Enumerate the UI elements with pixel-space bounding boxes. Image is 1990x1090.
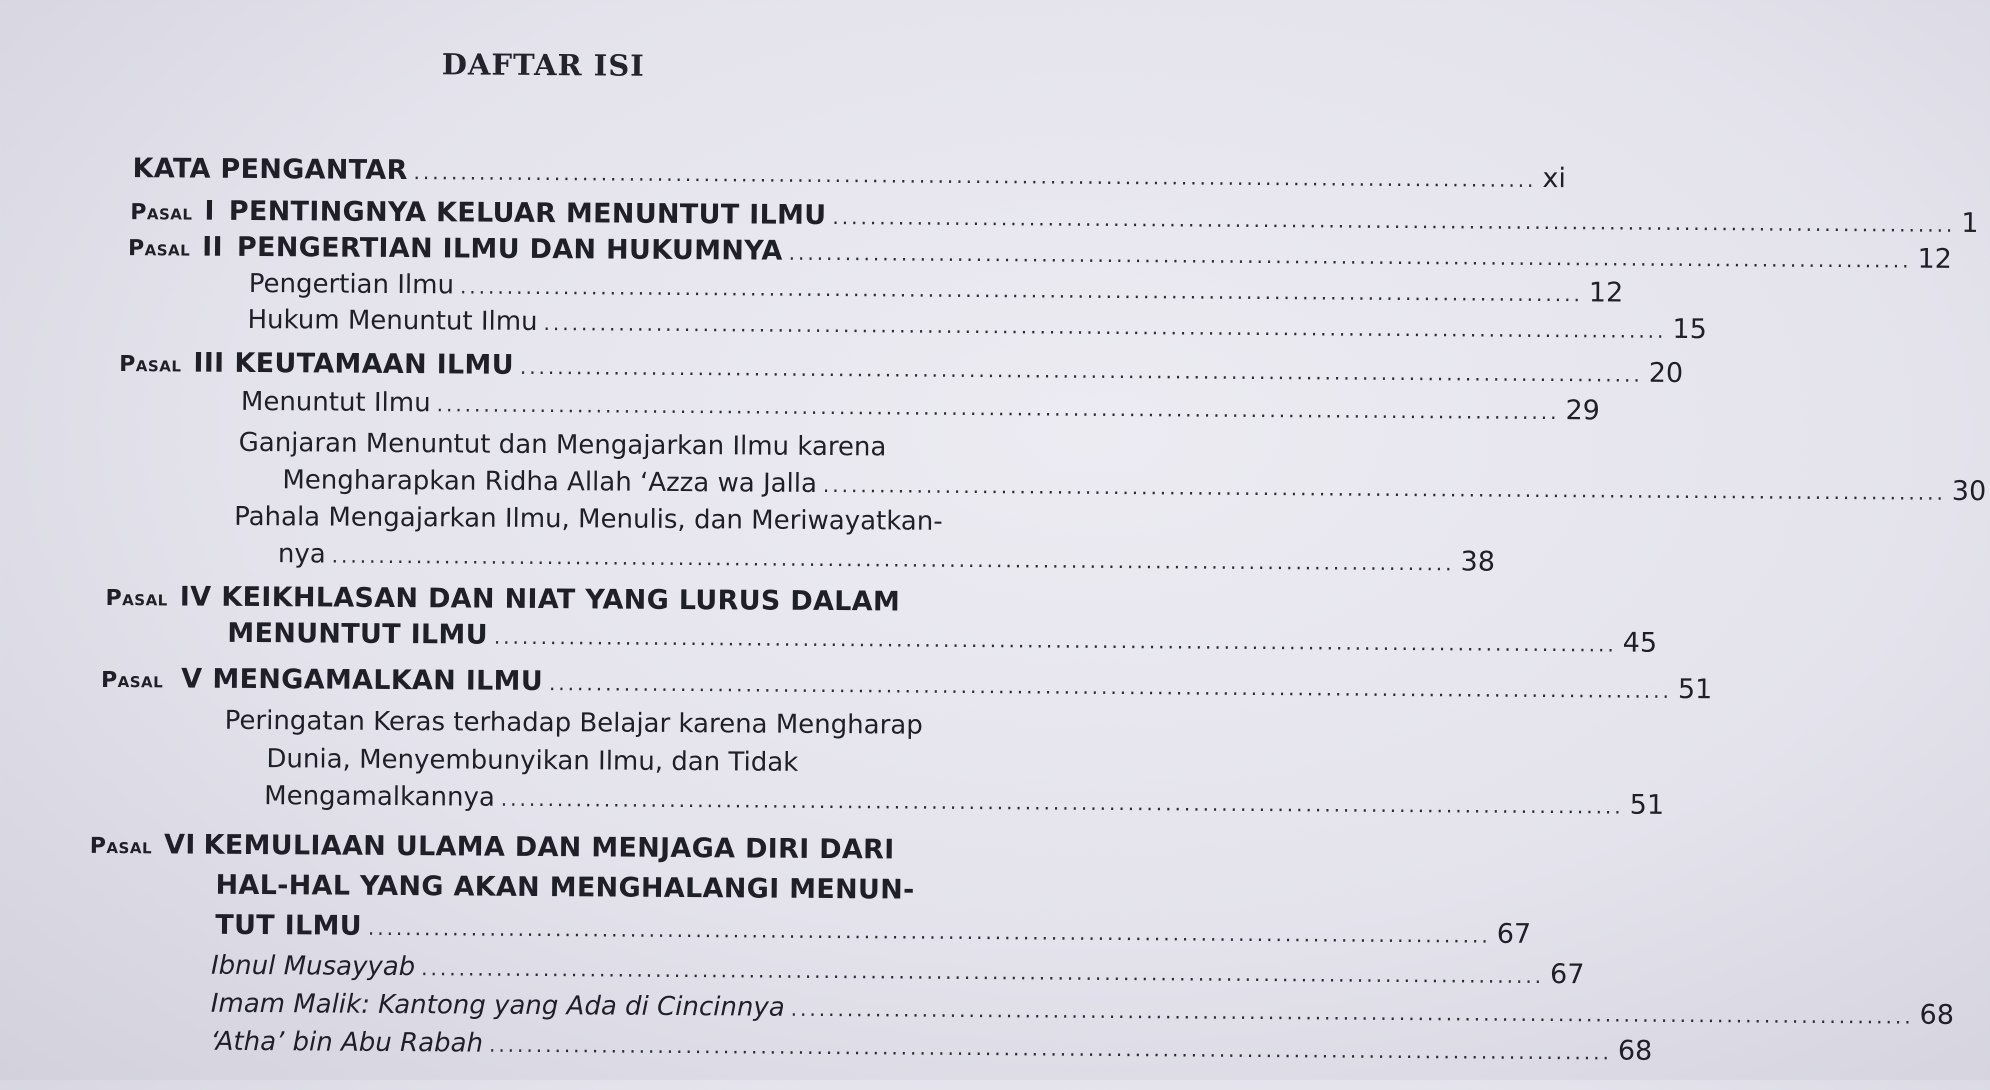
toc-entry-title: Ibnul Musayyab <box>210 950 416 983</box>
leader-dots: ........................................................................................................................ <box>822 472 1946 505</box>
toc-entry-title: KATA PENGANTAR <box>132 153 408 187</box>
toc-page-number: 45 <box>1622 627 1658 659</box>
toc-entry-pahala[interactable] <box>277 538 1496 578</box>
leader-dots: ........................................................................................................................ <box>548 671 1672 703</box>
toc-entry-ganjaran-line1: Ganjaran Menuntut dan Mengajarkan Ilmu karena <box>238 427 887 463</box>
toc-entry-peringatan-line1: Peringatan Keras terhadap Belajar karena Mengharap <box>224 705 923 741</box>
toc-entry-imam-malik[interactable] <box>210 988 1955 1031</box>
toc-page-number: 51 <box>1677 673 1713 706</box>
leader-dots: ........................................................................................................................ <box>413 160 1537 192</box>
pasal-label: Pasal <box>127 236 191 262</box>
pasal-number: III <box>193 347 225 379</box>
toc-entry-title: Mengamalkannya <box>264 781 495 813</box>
toc-page-number: 38 <box>1460 546 1496 578</box>
pasal-label: Pasal <box>105 585 168 612</box>
toc-entry-hukum-menuntut-ilmu[interactable] <box>247 304 1707 346</box>
toc-entry-title: Hukum Menuntut Ilmu <box>247 304 538 337</box>
page-title: DAFTAR ISI <box>441 47 645 83</box>
toc-entry-title: Menuntut Ilmu <box>240 386 431 419</box>
toc-entry-title-cont: TUT ILMU <box>215 909 363 942</box>
toc-entry-peringatan[interactable] <box>264 780 1665 821</box>
toc-page-number: 68 <box>1617 1035 1653 1067</box>
leader-dots: ........................................................................................................................ <box>436 392 1560 425</box>
toc-entry-title: PENGERTIAN ILMU DAN HUKUMNYA <box>236 231 783 267</box>
toc-entry-pasal-5[interactable] <box>100 663 1713 706</box>
toc-entry-title: Pengertian Ilmu <box>248 268 455 301</box>
toc-entry-pasal-4-line1 <box>105 581 900 618</box>
toc-page-number: 29 <box>1565 395 1600 427</box>
toc-page-number: 1 <box>1961 207 1979 240</box>
toc-entry-ganjaran[interactable] <box>282 464 1987 508</box>
pasal-number: IV <box>179 581 212 613</box>
toc-entry-title: KEUTAMAAN ILMU <box>234 347 514 381</box>
toc-entry-pasal-6-line2: HAL-HAL YANG AKAN MENGHALANGI MENUN- <box>215 869 915 906</box>
toc-entry-title-cont: MENUNTUT ILMU <box>227 617 488 651</box>
toc-page-number: 12 <box>1588 277 1624 309</box>
toc-entry-title: Mengharapkan Ridha Allah ‘Azza wa Jalla <box>282 465 818 499</box>
toc-entry-pahala-line1: Pahala Mengajarkan Ilmu, Menulis, dan Meriwayatkan- <box>234 501 943 537</box>
toc-page-number: 15 <box>1672 313 1707 346</box>
toc-entry-title: KEIKHLASAN DAN NIAT YANG LURUS DALAM <box>221 581 901 618</box>
toc-entry-pasal-4[interactable] <box>227 617 1658 659</box>
leader-dots: ........................................................................................................................ <box>459 274 1583 307</box>
toc-page-number: 51 <box>1629 789 1665 821</box>
toc-entry-pengertian-ilmu[interactable] <box>248 268 1624 309</box>
toc-entry-menuntut-ilmu[interactable] <box>240 386 1600 427</box>
leader-dots: ........................................................................................................................ <box>367 915 1491 948</box>
toc-page-number: 20 <box>1648 357 1684 389</box>
toc-page-number: 67 <box>1496 918 1532 950</box>
leader-dots: ........................................................................................................................ <box>488 1032 1612 1065</box>
toc-entry-atha[interactable] <box>210 1026 1653 1067</box>
toc-entry-ibnul-musayyab[interactable] <box>210 950 1585 991</box>
toc-entry-title: PENTINGNYA KELUAR MENUNTUT ILMU <box>228 195 827 231</box>
pasal-label: Pasal <box>89 833 153 860</box>
leader-dots: ........................................................................................................................ <box>500 786 1624 819</box>
toc-entry-title: ‘Atha’ bin Abu Rabah <box>210 1026 484 1059</box>
pasal-number: VI <box>163 829 196 861</box>
toc-entry-pasal-3[interactable] <box>119 347 1684 389</box>
leader-dots: ........................................................................................................................ <box>832 205 1956 237</box>
leader-dots: ........................................................................................................................ <box>543 311 1667 343</box>
toc-entry-pasal-6[interactable] <box>215 909 1532 950</box>
toc-entry-pasal-1[interactable] <box>130 195 1979 240</box>
toc-page-number: 30 <box>1951 475 1987 508</box>
leader-dots: ........................................................................................................................ <box>790 996 1914 1029</box>
leader-dots: ........................................................................................................................ <box>519 354 1643 387</box>
leader-dots: ........................................................................................................................ <box>493 624 1617 657</box>
pasal-label: Pasal <box>100 667 164 694</box>
toc-entry-title: Imam Malik: Kantong yang Ada di Cincinnya <box>210 988 785 1023</box>
toc-entry-pasal-2[interactable] <box>127 231 1953 275</box>
pasal-label: Pasal <box>130 200 193 226</box>
pasal-label: Pasal <box>119 352 182 378</box>
pasal-number: II <box>202 231 224 263</box>
leader-dots: ........................................................................................................................ <box>331 543 1455 576</box>
leader-dots: ........................................................................................................................ <box>421 956 1545 989</box>
toc-entry-pasal-6-line1 <box>90 829 895 866</box>
leader-dots: ........................................................................................................................ <box>788 240 1912 273</box>
toc-entry-peringatan-line2: Dunia, Menyembunyikan Ilmu, dan Tidak <box>266 744 799 778</box>
toc-page-number: 68 <box>1919 999 1955 1031</box>
toc-entry-title: nya <box>277 539 326 570</box>
toc-entry-kata-pengantar[interactable] <box>132 153 1567 195</box>
toc-page-number: xi <box>1542 162 1567 195</box>
pasal-number: V <box>181 663 203 695</box>
pasal-number: I <box>204 195 215 227</box>
toc-page-number: 67 <box>1549 959 1585 991</box>
toc-entry-title: KEMULIAAN ULAMA DAN MENJAGA DIRI DARI <box>203 829 895 866</box>
toc-entry-title: MENGAMALKAN ILMU <box>212 663 544 698</box>
toc-page-number: 12 <box>1917 243 1953 275</box>
